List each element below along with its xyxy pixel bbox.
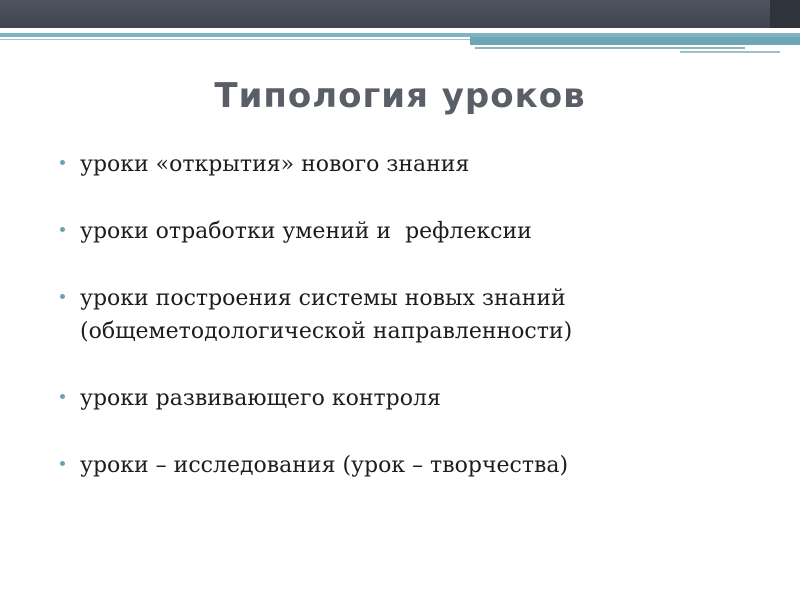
slide-title: Типология уроков	[214, 76, 586, 116]
bullet-text: уроки развивающего контроля	[80, 386, 441, 411]
accent-block	[470, 37, 800, 45]
bullet-item	[58, 282, 778, 348]
top-decorative-band	[0, 0, 800, 28]
bullet-item	[58, 148, 778, 181]
accent-line	[475, 47, 745, 49]
bullet-list	[58, 148, 778, 516]
bullet-dot-icon	[60, 160, 65, 165]
bullet-text: уроки построения системы новых знаний (общеметодологической направленности)	[80, 286, 573, 344]
bullet-text: уроки отработки умений и рефлексии	[80, 219, 532, 244]
decorative-thin-line	[0, 39, 470, 40]
top-band-corner	[770, 0, 800, 28]
bullet-dot-icon	[60, 227, 65, 232]
bullet-item	[58, 449, 778, 482]
bullet-dot-icon	[60, 294, 65, 299]
accent-line-short	[680, 51, 780, 53]
bullet-item	[58, 215, 778, 248]
bullet-text: уроки – исследования (урок – творчества)	[80, 453, 569, 478]
bullet-item	[58, 382, 778, 415]
bullet-text: уроки «открытия» нового знания	[80, 152, 470, 177]
bullet-dot-icon	[60, 394, 65, 399]
bullet-dot-icon	[60, 461, 65, 466]
